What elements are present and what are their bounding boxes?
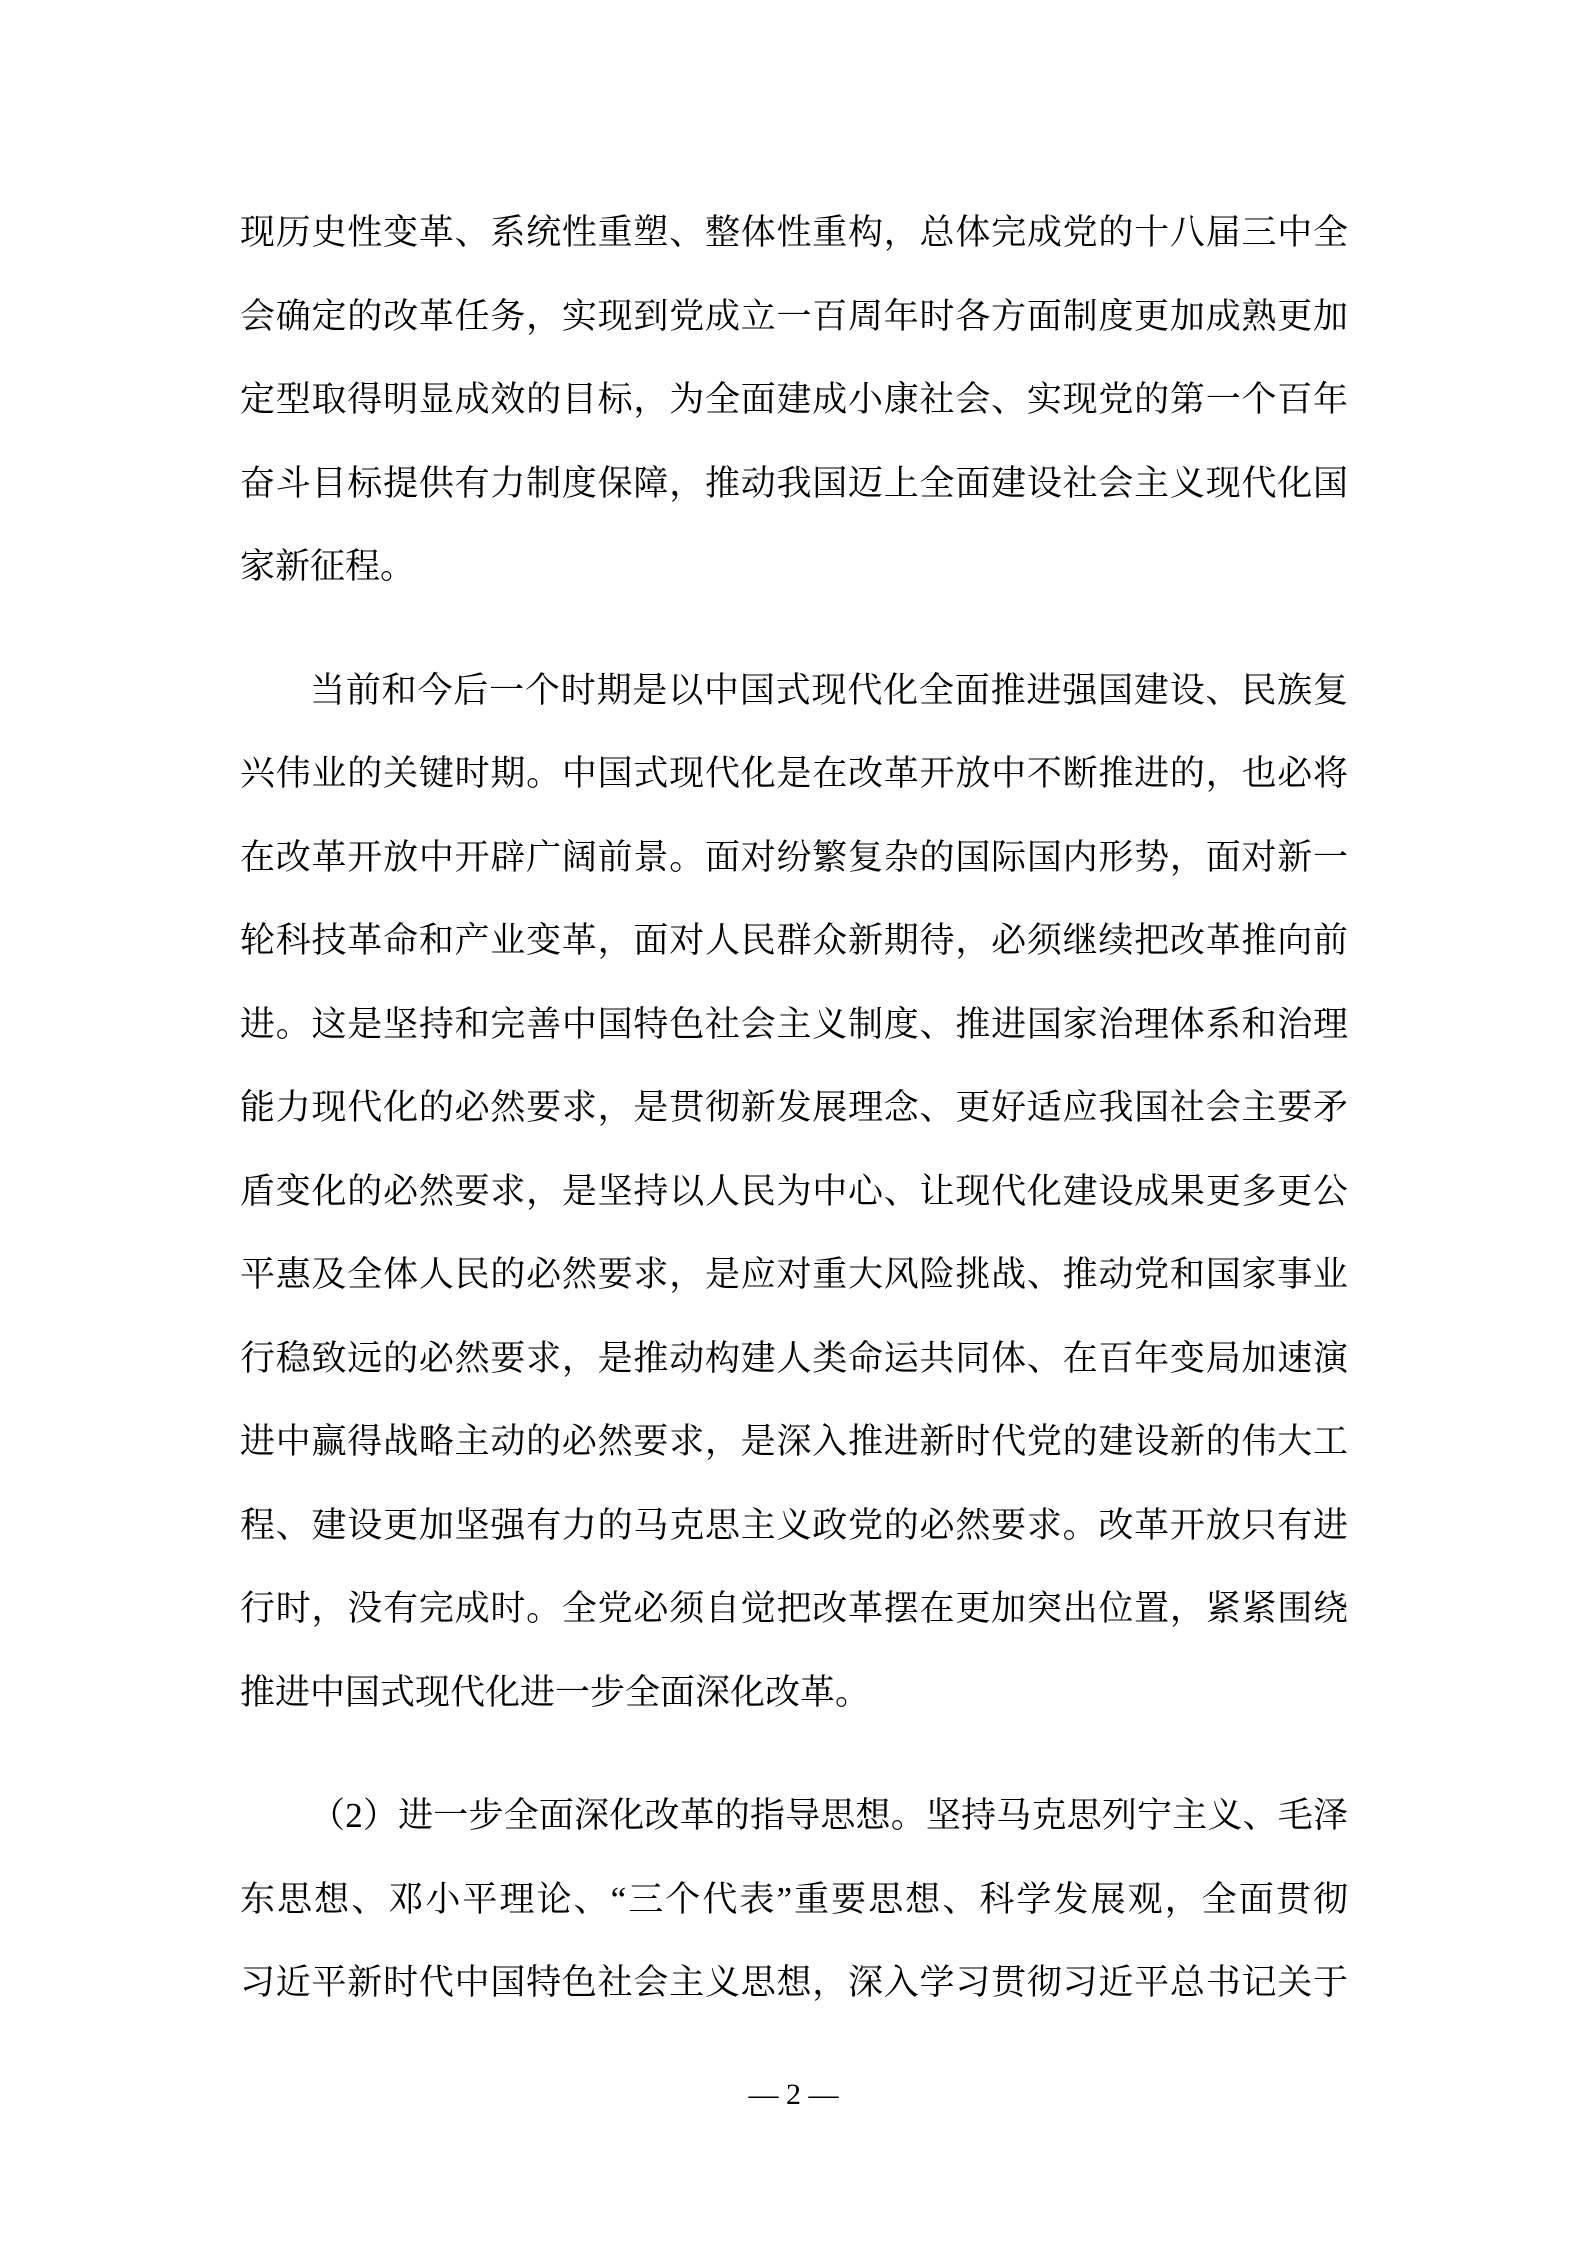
page-body-text bbox=[240, 191, 1348, 2025]
text-line: 进。这是坚持和完善中国特色社会主义制度、推进国家治理体系和治理 bbox=[240, 1004, 1348, 1044]
text-line: 盾变化的必然要求，是坚持以人民为中心、让现代化建设成果更多更公 bbox=[240, 1171, 1348, 1211]
text-line: 能力现代化的必然要求，是贯彻新发展理念、更好适应我国社会主要矛 bbox=[240, 1088, 1348, 1127]
text-line: 行稳致远的必然要求，是推动构建人类命运共同体、在百年变局加速演 bbox=[240, 1338, 1348, 1378]
text-line: 会确定的改革任务，实现到党成立一百周年时各方面制度更加成熟更加 bbox=[240, 296, 1348, 336]
text-line: 轮科技革命和产业变革，面对人民群众新期待，必须继续把改革推向前 bbox=[240, 921, 1348, 960]
text-line: 进中赢得战略主动的必然要求，是深入推进新时代党的建设新的伟大工 bbox=[240, 1422, 1348, 1461]
text-line: 推进中国式现代化进一步全面深化改革。 bbox=[240, 1672, 871, 1712]
text-line: 现历史性变革、系统性重塑、整体性重构，总体完成党的十八届三中全 bbox=[240, 213, 1348, 252]
text-line: 程、建设更加坚强有力的马克思主义政党的必然要求。改革开放只有进 bbox=[240, 1505, 1348, 1545]
paragraph bbox=[240, 1774, 1348, 2025]
text-line: （2）进一步全面深化改革的指导思想。坚持马克思列宁主义、毛泽 bbox=[310, 1796, 1348, 1835]
text-line: 定型取得明显成效的目标，为全面建成小康社会、实现党的第一个百年 bbox=[240, 380, 1348, 419]
paragraph bbox=[240, 649, 1348, 1735]
text-line: 在改革开放中开辟广阔前景。面对纷繁复杂的国际国内形势，面对新一 bbox=[240, 837, 1348, 877]
paragraph bbox=[240, 191, 1348, 609]
text-line: 平惠及全体人民的必然要求，是应对重大风险挑战、推动党和国家事业 bbox=[240, 1255, 1348, 1294]
text-line: 东思想、邓小平理论、“三个代表”重要思想、科学发展观，全面贯彻 bbox=[240, 1879, 1348, 1919]
text-line: 家新征程。 bbox=[240, 547, 416, 586]
text-line: 兴伟业的关键时期。中国式现代化是在改革开放中不断推进的，也必将 bbox=[240, 754, 1348, 793]
page-number: — 2 — bbox=[748, 2078, 839, 2111]
text-line: 行时，没有完成时。全党必须自觉把改革摆在更加突出位置，紧紧围绕 bbox=[240, 1589, 1348, 1628]
text-line: 奋斗目标提供有力制度保障，推动我国迈上全面建设社会主义现代化国 bbox=[240, 463, 1348, 503]
text-line: 当前和今后一个时期是以中国式现代化全面推进强国建设、民族复 bbox=[310, 670, 1348, 710]
text-line: 习近平新时代中国特色社会主义思想，深入学习贯彻习近平总书记关于 bbox=[240, 1963, 1348, 2002]
